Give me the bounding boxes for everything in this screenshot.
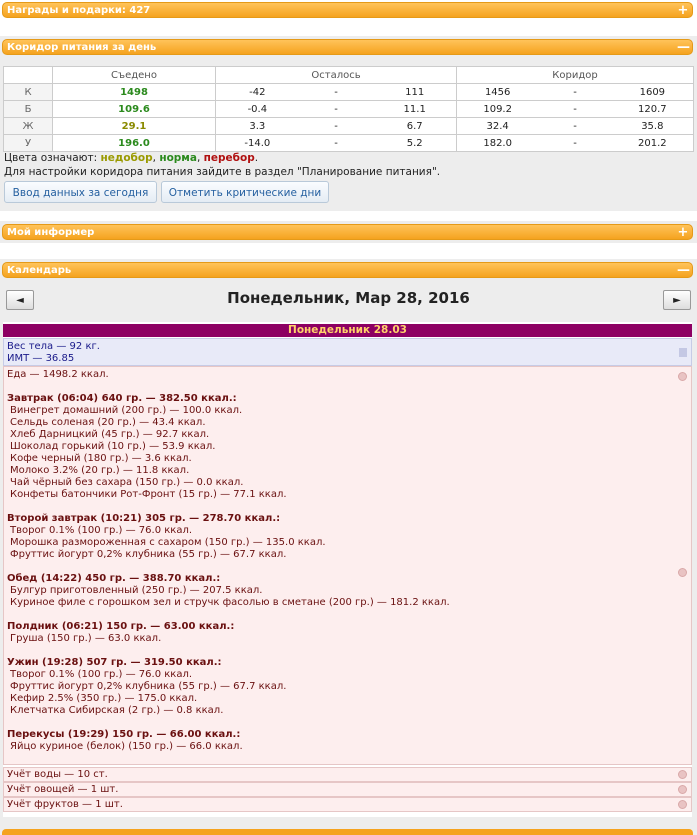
left-min: -0.4: [247, 103, 268, 115]
meal-item: Кефир 2.5% (350 гр.) — 175.0 ккал.: [10, 693, 198, 704]
eaten-value: 109.6: [53, 101, 216, 118]
meal-item: Винегрет домашний (200 гр.) — 100.0 ккал.: [10, 405, 243, 416]
meal-item: Клетчатка Сибирская (2 гр.) — 0.8 ккал.: [10, 705, 224, 716]
range-sep: -: [573, 103, 577, 115]
cor-max: 201.2: [638, 137, 667, 149]
left-header: Осталось: [216, 67, 457, 84]
row-label: К: [4, 84, 53, 101]
range-sep: -: [334, 120, 338, 132]
informer-panel-header[interactable]: [2, 224, 693, 240]
weight-block[interactable]: [3, 338, 692, 366]
meal-title: Обед (14:22) 450 гр. — 388.70 ккал.:: [7, 573, 221, 584]
corridor-panel-header[interactable]: [2, 39, 693, 55]
meal-item: Кофе черный (180 гр.) — 3.6 ккал.: [10, 453, 192, 464]
left-range: [216, 84, 457, 101]
corridor-header: Коридор: [457, 67, 694, 84]
table-row: [4, 101, 694, 118]
meal-item: Творог 0.1% (100 гр.) — 76.0 ккал.: [10, 669, 193, 680]
cor-max: 35.8: [641, 120, 664, 132]
corridor-range: [457, 101, 694, 118]
range-sep: -: [334, 137, 338, 149]
edit-icon[interactable]: [678, 770, 687, 779]
range-sep: -: [334, 103, 338, 115]
left-min: -42: [249, 86, 266, 98]
edit-icon[interactable]: [678, 800, 687, 809]
left-min: 3.3: [249, 120, 266, 132]
meal-item: Конфеты батончики Рот-Фронт (15 гр.) — 77.1 ккал.: [10, 489, 287, 500]
awards-panel-header[interactable]: [2, 2, 693, 18]
row-label: У: [4, 135, 53, 152]
color-legend: Цвета означают: недобор, норма, перебор.: [4, 152, 259, 164]
arrow-left-icon: ◄: [16, 295, 24, 306]
cor-min: 182.0: [483, 137, 512, 149]
corridor-range: [457, 118, 694, 135]
meal-item: Яйцо куриное (белок) (150 гр.) — 66.0 ккал.: [10, 741, 243, 752]
meal-title: Завтрак (06:04) 640 гр. — 382.50 ккал.:: [7, 393, 237, 404]
meal-item: Шоколад горький (10 гр.) — 53.9 ккал.: [10, 441, 216, 452]
corridor-range: [457, 135, 694, 152]
meal-title: Полдник (06:21) 150 гр. — 63.00 ккал.:: [7, 621, 235, 632]
row-label: Ж: [4, 118, 53, 135]
legend-prefix: Цвета означают:: [4, 152, 98, 164]
cor-min: 1456: [484, 86, 511, 98]
row-label: Б: [4, 101, 53, 118]
corridor-hint: Для настройки коридора питания зайдите в раздел "Планирование питания".: [4, 166, 441, 178]
vegetables-tracker[interactable]: [3, 782, 692, 797]
cor-max: 120.7: [638, 103, 667, 115]
meal-item: Фруттис йогурт 0,2% клубника (55 гр.) — 67.7 ккал.: [10, 549, 287, 560]
cor-min: 109.2: [483, 103, 512, 115]
calendar-panel-header[interactable]: [2, 262, 693, 278]
left-range: [216, 135, 457, 152]
mark-critical-days-button[interactable]: Отметить критические дни: [161, 181, 329, 203]
corner-header: [4, 67, 53, 84]
legend-norm: норма: [159, 152, 197, 164]
collapse-icon[interactable]: —: [677, 263, 690, 278]
arrow-right-icon: ►: [673, 295, 681, 306]
meal-item: Фруттис йогурт 0,2% клубника (55 гр.) — 67.7 ккал.: [10, 681, 287, 692]
next-day-button[interactable]: [663, 290, 691, 310]
edit-icon[interactable]: [678, 372, 687, 381]
meal-item: Чай чёрный без сахара (150 гр.) — 0.0 ккал.: [10, 477, 244, 488]
water-tracker[interactable]: [3, 767, 692, 782]
veg-value: Учёт овощей — 1 шт.: [7, 784, 119, 795]
prev-day-button[interactable]: [6, 290, 34, 310]
corridor-title: Коридор питания за день: [7, 42, 157, 53]
edit-icon[interactable]: [678, 785, 687, 794]
eaten-value: 196.0: [53, 135, 216, 152]
day-header: Понедельник 28.03: [3, 324, 692, 337]
cor-min: 32.4: [486, 120, 509, 132]
meal-item: Творог 0.1% (100 гр.) — 76.0 ккал.: [10, 525, 193, 536]
collapse-icon[interactable]: —: [677, 40, 690, 55]
range-sep: -: [573, 86, 577, 98]
food-block[interactable]: [3, 366, 692, 765]
eaten-value: 1498: [53, 84, 216, 101]
left-max: 5.2: [406, 137, 423, 149]
next-panel-header[interactable]: [2, 829, 693, 835]
meal-item: Сельдь соленая (20 гр.) — 43.4 ккал.: [10, 417, 206, 428]
informer-title: Мой информер: [7, 227, 95, 238]
expand-icon[interactable]: +: [677, 3, 689, 18]
edit-icon[interactable]: [678, 568, 687, 577]
range-sep: -: [573, 137, 577, 149]
table-row: [4, 118, 694, 135]
cor-max: 1609: [639, 86, 666, 98]
trash-icon[interactable]: [679, 348, 687, 357]
meal-item: Морошка размороженная с сахаром (150 гр.) — 135.0 ккал.: [10, 537, 326, 548]
fruit-value: Учёт фруктов — 1 шт.: [7, 799, 123, 810]
calendar-date: Понедельник, Мар 28, 2016: [227, 289, 470, 307]
table-row: [4, 135, 694, 152]
left-range: [216, 118, 457, 135]
corridor-table: [3, 66, 694, 152]
left-min: -14.0: [244, 137, 271, 149]
meal-item: Булгур приготовленный (250 гр.) — 207.5 ккал.: [10, 585, 263, 596]
corridor-range: [457, 84, 694, 101]
meal-item: Груша (150 гр.) — 63.0 ккал.: [10, 633, 162, 644]
enter-today-button[interactable]: Ввод данных за сегодня: [4, 181, 157, 203]
water-value: Учёт воды — 10 ст.: [7, 769, 108, 780]
awards-title: Награды и подарки: 427: [7, 5, 151, 16]
food-total: Еда — 1498.2 ккал.: [7, 369, 109, 380]
bmi-value: ИМТ — 36.85: [7, 353, 75, 364]
left-max: 6.7: [406, 120, 423, 132]
left-range: [216, 101, 457, 118]
expand-icon[interactable]: +: [677, 225, 689, 240]
calendar-title: Календарь: [7, 265, 72, 276]
eaten-header: Съедено: [53, 67, 216, 84]
range-sep: -: [573, 120, 577, 132]
meal-title: Второй завтрак (10:21) 305 гр. — 278.70 ккал.:: [7, 513, 281, 524]
meal-title: Ужин (19:28) 507 гр. — 319.50 ккал.:: [7, 657, 222, 668]
range-sep: -: [334, 86, 338, 98]
meal-item: Куриное филе с горошком зел и стручк фасолью в сметане (200 гр.) — 181.2 ккал.: [10, 597, 450, 608]
fruits-tracker[interactable]: [3, 797, 692, 812]
legend-over: перебор: [203, 152, 255, 164]
table-row: [4, 84, 694, 101]
left-max: 111: [405, 86, 425, 98]
meal-item: Хлеб Дарницкий (45 гр.) — 92.7 ккал.: [10, 429, 210, 440]
weight-value: Вес тела — 92 кг.: [7, 341, 100, 352]
meal-title: Перекусы (19:29) 150 гр. — 66.00 ккал.:: [7, 729, 241, 740]
left-max: 11.1: [403, 103, 426, 115]
meal-item: Молоко 3.2% (20 гр.) — 11.8 ккал.: [10, 465, 190, 476]
eaten-value: 29.1: [53, 118, 216, 135]
legend-under: недобор: [100, 152, 153, 164]
